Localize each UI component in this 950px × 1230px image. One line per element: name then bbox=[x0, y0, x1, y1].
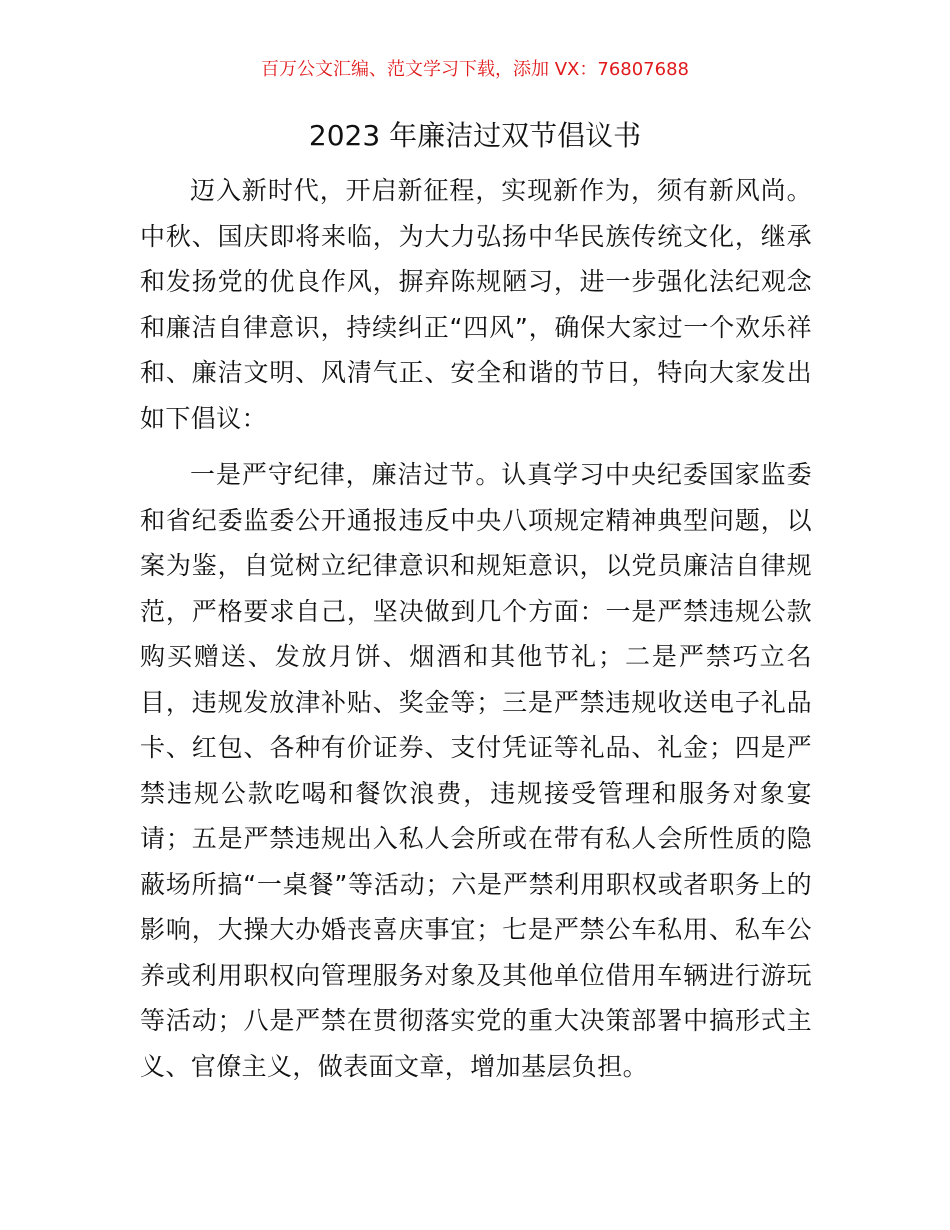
paragraph-intro: 迈入新时代，开启新征程，实现新作为，须有新风尚。中秋、国庆即将来临，为大力弘扬中华民族传统文化，继承和发扬党的优良作风，摒弃陈规陋习，进一步强化法纪观念和廉洁自律意识，持续纠正“四风”，确保大家过一个欢乐祥和、廉洁文明、风清气正、安全和谐的节日，特向大家发出如下倡议： bbox=[140, 176, 812, 433]
document-title: 2023 年廉洁过双节倡议书 bbox=[308, 119, 642, 152]
paragraph-discipline: 一是严守纪律，廉洁过节。认真学习中央纪委国家监委和省纪委监委公开通报违反中央八项规定精神典型问题，以案为鉴，自觉树立纪律意识和规矩意识，以党员廉洁自律规范，严格要求自己，坚决做到几个方面：一是严禁违规公款购买赠送、发放月饼、烟酒和其他节礼；二是严禁巧立名目，违规发放津补贴、奖金等；三是严禁违规收送电子礼品卡、红包、各种有价证券、支付凭证等礼品、礼金；四是严禁违规公款吃喝和餐饮浪费，违规接受管理和服务对象宴请；五是严禁违规出入私人会所或在带有私人会所性质的隐蔽场所搞“一桌餐”等活动；六是严禁利用职权或者职务上的影响，大操大办婚丧喜庆事宜；七是严禁公车私用、私车公养或利用职权向管理服务对象及其他单位借用车辆进行游玩等活动；八是严禁在贯彻落实党的重大决策部署中搞形式主义、官僚主义，做表面文章，增加基层负担。 bbox=[140, 460, 812, 1081]
header-watermark-note: 百万公文汇编、范文学习下载，添加 VX：76807688 bbox=[261, 59, 689, 80]
document-body bbox=[140, 168, 812, 1089]
